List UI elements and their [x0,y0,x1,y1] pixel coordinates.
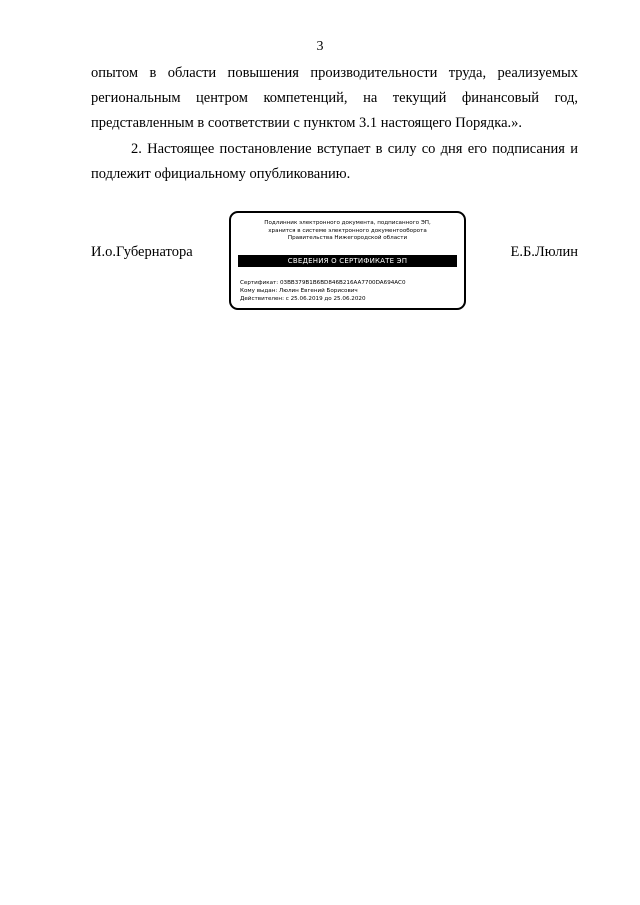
stamp-issued-to-row [240,287,406,295]
stamp-certificate-banner: СВЕДЕНИЯ О СЕРТИФИКАТЕ ЭП [238,255,457,267]
certificate-value: 03BB379B1B6BD846B216AA7700DA694AC0 [279,280,406,286]
paragraph-1-line-2: региональным центром компетенций, на текущий финансовый год, [91,90,578,106]
paragraph-1-line-3: представленным в соответствии с пунктом 3.1 настоящего Порядка.». [91,115,523,131]
stamp-validity-row [240,295,406,303]
page-number: 3 [316,39,324,54]
stamp-header-line-2: хранится в системе электронного документооборота [268,227,427,234]
certificate-label: Сертификат: [240,280,279,286]
stamp-header-line-1: Подлинник электронного документа, подписанного ЭП, [264,220,431,226]
paragraph-1 [91,61,578,136]
paragraph-2 [91,137,578,187]
electronic-signature-stamp [229,211,466,310]
issued-to-value: Люлин Евгений Борисович [279,288,358,294]
stamp-certificate-row [240,279,406,287]
stamp-header-line-3: Правительства Нижегородской области [287,235,408,241]
valid-label: Действителен: [240,296,284,302]
signer-name: Е.Б.Люлин [510,244,578,260]
stamp-details [240,279,406,303]
stamp-header [231,220,464,243]
paragraph-2-line-2: подлежит официальному опубликованию. [91,166,351,182]
issued-to-label: Кому выдан: [240,288,278,294]
paragraph-2-line-1: 2. Настоящее постановление вступает в силу со дня его подписания и [131,141,578,157]
signer-title: И.о.Губернатора [91,244,193,260]
paragraph-1-line-1: опытом в области повышения производительности труда, реализуемых [91,65,578,81]
valid-value: с 25.06.2019 до 25.06.2020 [285,296,366,302]
